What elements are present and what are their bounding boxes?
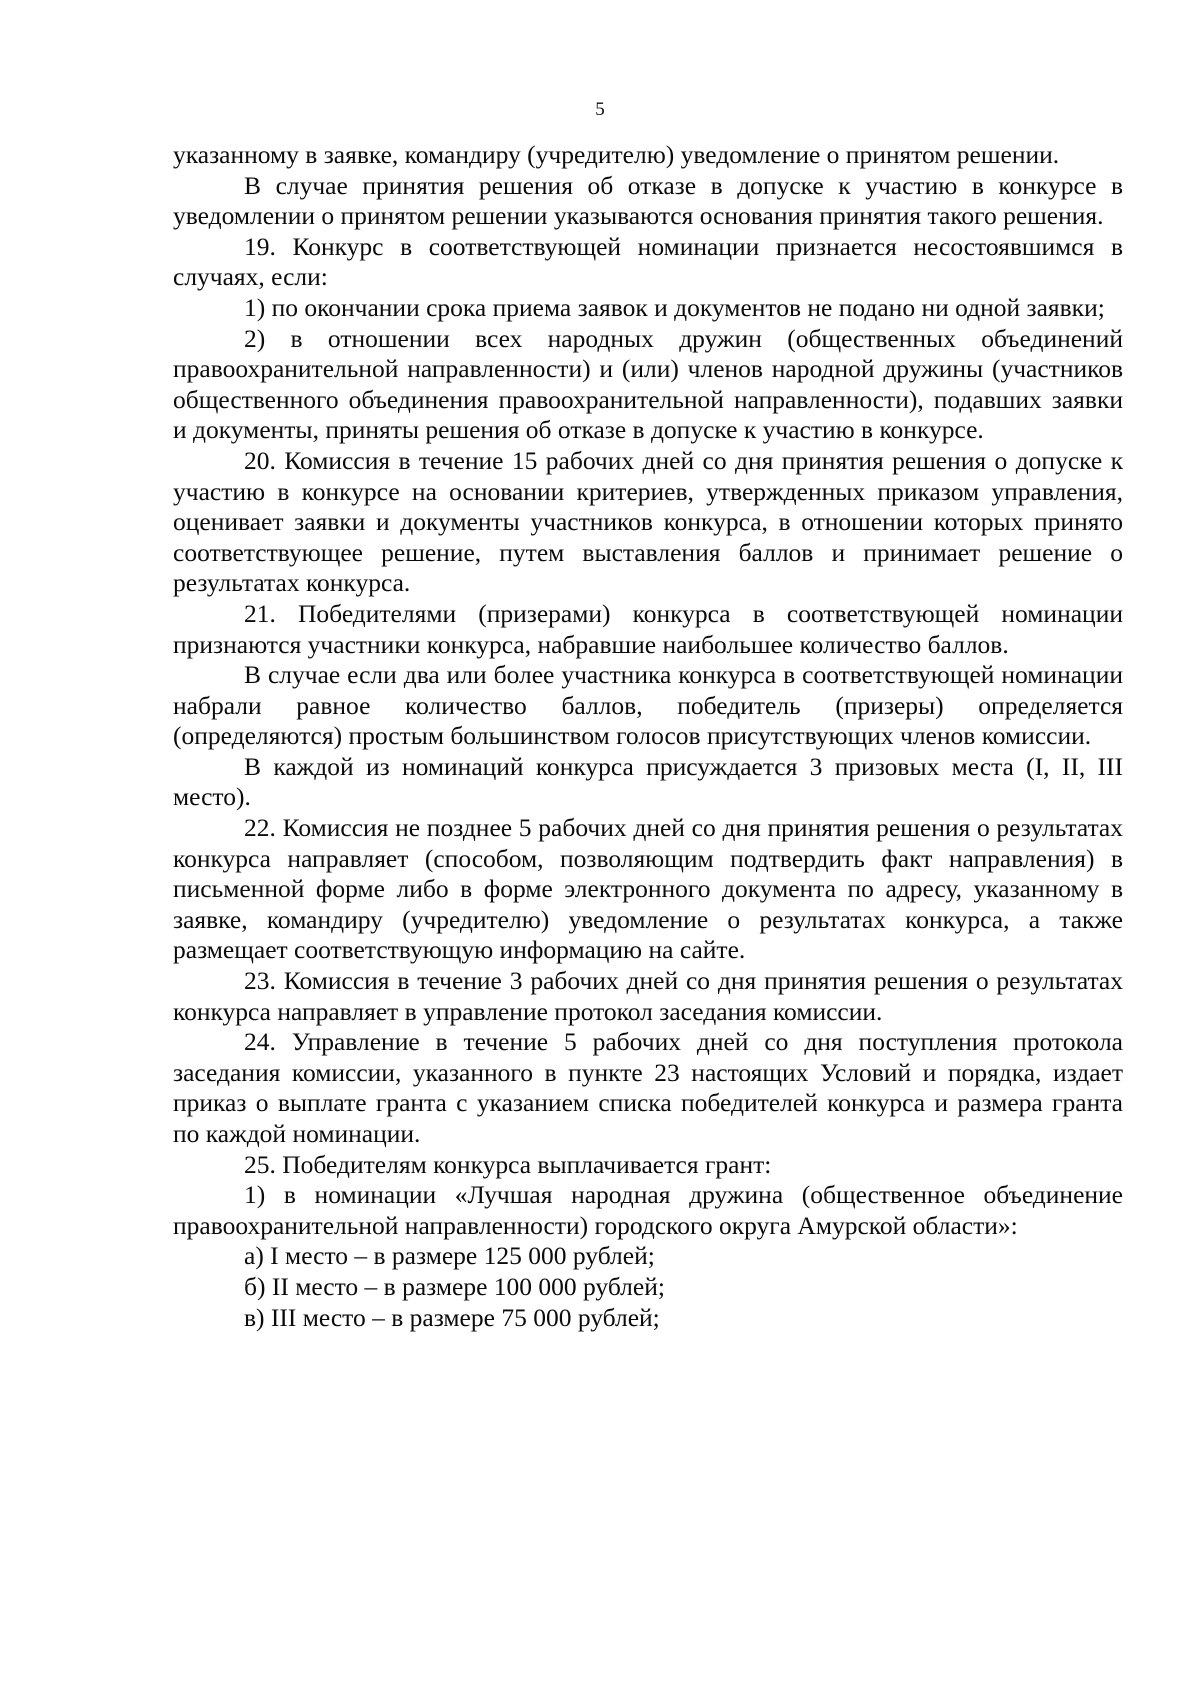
paragraph-item-25-1: 1) в номинации «Лучшая народная дружина (общественное объединение правоохранительной направленности) городского округа Амурской области»: [173,1180,1123,1240]
paragraph-item-25-1-a: а) I место – в размере 125 000 рублей; [244,1241,655,1271]
paragraph-item-19-1: 1) по окончании срока приема заявок и документов не подано ни одной заявки; [244,292,1105,322]
document-body [173,140,1123,1333]
paragraph-item-25-1-b: б) II место – в размере 100 000 рублей; [244,1271,665,1301]
paragraph-item-25: 25. Победителям конкурса выплачивается грант: [244,1149,772,1179]
paragraph-refusal-notice: В случае принятия решения об отказе в допуске к участию в конкурсе в уведомлении о принятом решении указываются основания принятия такого решения. [173,170,1123,231]
page-number: 5 [595,99,605,120]
paragraph-item-19: 19. Конкурс в соответствующей номинации признается несостоявшимся в случаях, если: [173,231,1123,292]
paragraph-item-23: 23. Комиссия в течение 3 рабочих дней со дня принятия решения о результатах конкурса направляет в управление протокол заседания комиссии. [173,966,1123,1026]
paragraph-continuation: указанному в заявке, командиру (учредителю) уведомление о принятом решении. [173,140,1060,169]
paragraph-item-22: 22. Комиссия не позднее 5 рабочих дней со дня принятия решения о результатах конкурса направляет (способом, позволяющим подтвердить факт направления) в письменной форме либо в форме электронного документа по адресу, указанному в заявке, командиру (учредителю) уведомление о результатах конкурса, а также размещает соответствующую информацию на сайте. [173,813,1123,965]
paragraph-item-21: 21. Победителями (призерами) конкурса в соответствующей номинации признаются участники конкурса, набравшие наибольшее количество баллов. [173,598,1123,659]
paragraph-item-19-2: 2) в отношении всех народных дружин (общественных объединений правоохранительной направленности) и (или) членов народной дружины (участников общественного объединения правоохранительной направленности), подавших заявки и документы, приняты решения об отказе в допуске к участию в конкурсе. [173,323,1123,445]
paragraph-item-24: 24. Управление в течение 5 рабочих дней со дня поступления протокола заседания комиссии, указанного в пункте 23 настоящих Условий и порядка, издает приказ о выплате гранта с указанием списка победителей конкурса и размера гранта по каждой номинации. [173,1027,1123,1148]
paragraph-item-20: 20. Комиссия в течение 15 рабочих дней со дня принятия решения о допуске к участию в конкурсе на основании критериев, утвержденных приказом управления, оценивает заявки и документы участников конкурса, в отношении которых принято соответствующее решение, путем выставления баллов и принимает решение о результатах конкурса. [173,445,1123,598]
paragraph-item-25-1-c: в) III место – в размере 75 000 рублей; [244,1302,660,1332]
paragraph-prize-places: В каждой из номинаций конкурса присуждается 3 призовых места (I, II, III место). [173,751,1123,812]
paragraph-equal-points: В случае если два или более участника конкурса в соответствующей номинации набрали равное количество баллов, победитель (призеры) определяется (определяются) простым большинством голосов присутствующих членов комиссии. [173,660,1123,751]
